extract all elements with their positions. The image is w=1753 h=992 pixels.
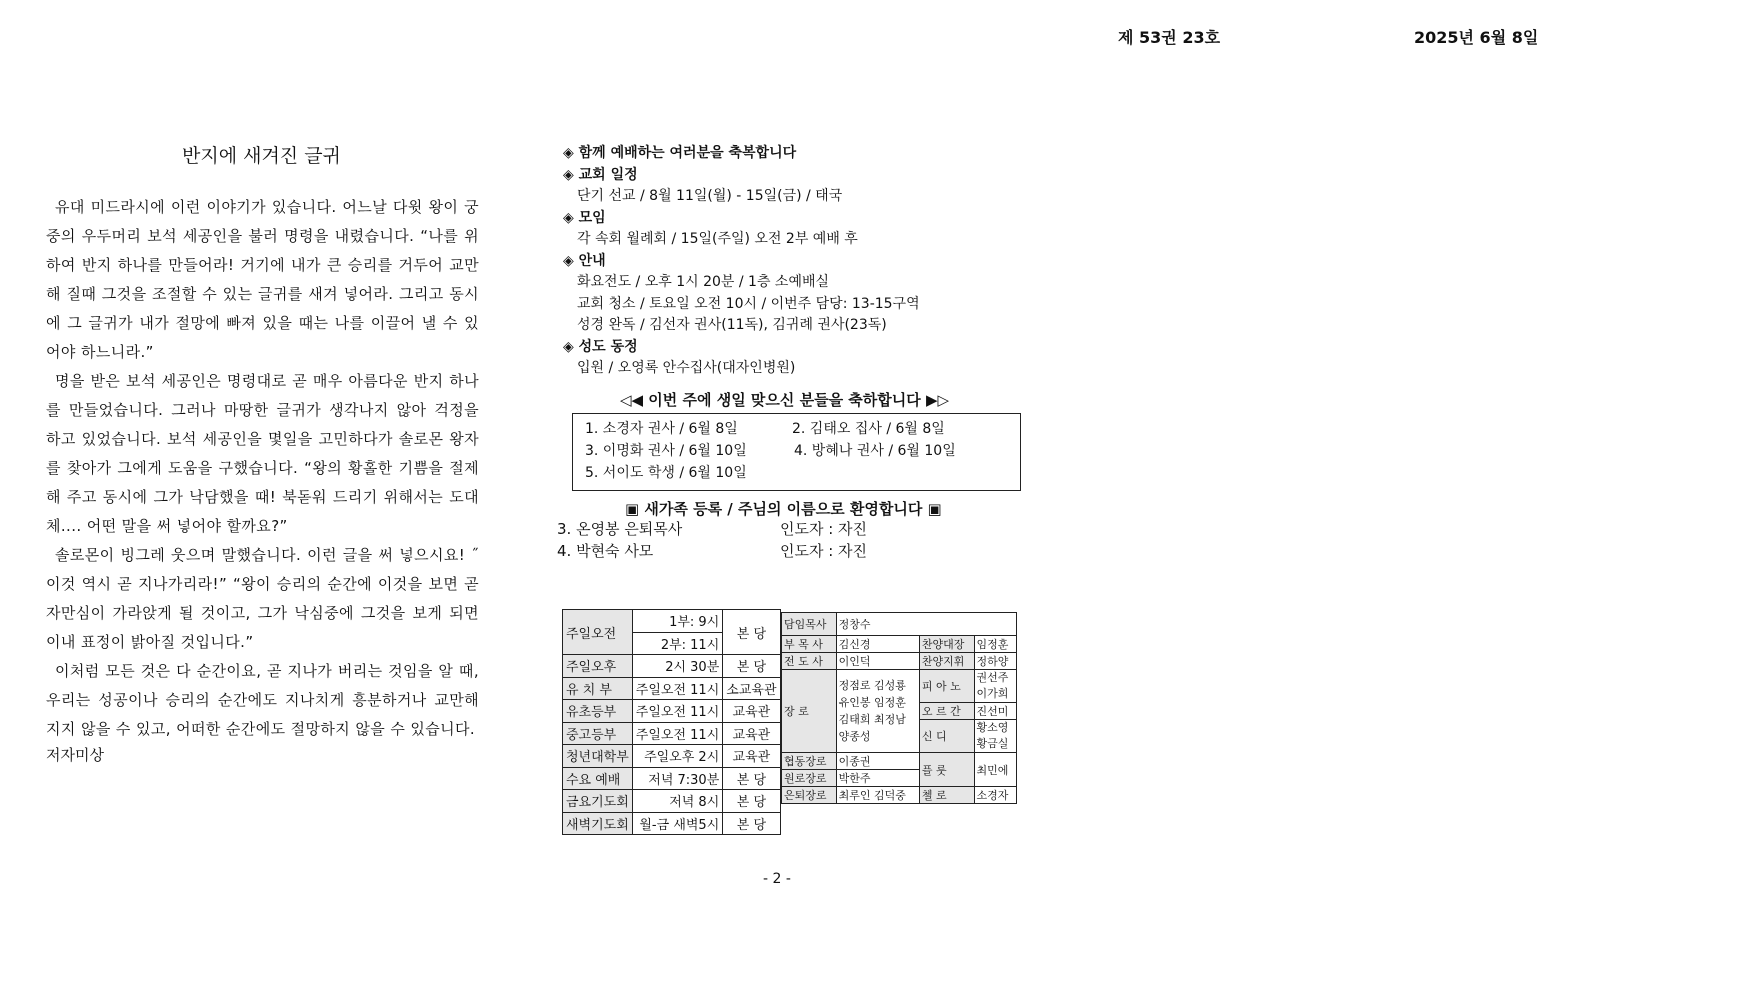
article-title: 반지에 새겨진 글귀 xyxy=(182,145,341,167)
newfamily-name: 3. 온영봉 은퇴목사 xyxy=(557,520,683,538)
staff-name: 최민에 xyxy=(974,753,1017,787)
schedule-label: 주일오전 xyxy=(563,610,633,655)
staff-name: 소경자 xyxy=(974,787,1017,804)
staff-role: 오 르 간 xyxy=(919,703,974,720)
notice-item: 교회 청소 / 토요일 오전 10시 / 이번주 담당: 13-15구역 xyxy=(577,295,920,312)
staff-role: 원로장로 xyxy=(782,770,837,787)
staff-role: 첼 로 xyxy=(919,787,974,804)
welcome-heading: ◈ 함께 예배하는 여러분을 축복합니다 xyxy=(563,145,797,161)
schedule-time: 1부: 9시 xyxy=(632,610,722,633)
schedule-time: 주일오전 11시 xyxy=(632,722,722,745)
birthday-entry: 2. 김태오 집사 / 6월 8일 xyxy=(792,421,945,437)
article-paragraph: 이처럼 모든 것은 다 순간이요, 곧 지나가 버리는 것임을 알 때, 우리는 성공이나 승리의 순간에도 지나치게 흥분하거나 교만해지지 않을 수 있고, 어떠한 순간에도 절망하지 않을 수 있습니다. xyxy=(46,662,479,738)
schedule-place: 교육관 xyxy=(723,745,780,768)
schedule-place: 본 당 xyxy=(723,812,780,835)
saints-item: 입원 / 오영록 안수집사(대자인병원) xyxy=(577,360,796,376)
article-paragraph: 명을 받은 보석 세공인은 명령대로 곧 매우 아름다운 반지 하나를 만들었습니다. 그러나 마땅한 글귀가 생각나지 않아 걱정을 하고 있었습니다. 보석 세공인을 몇일을 고민하다가 솔로몬 왕자를 찾아가 그에게 도움을 구했습니다. “왕의 황홀한 기쁨을 절제해 주고 동시에 그가 낙담했을 때! 북돋워 드리기 위해서는 도대체.... 어떤 말을 써 넣어야 할까요?” xyxy=(46,372,479,535)
staff-name: 김태희 최정남 xyxy=(838,713,906,726)
birthday-box xyxy=(572,413,1021,491)
staff-name: 정하양 xyxy=(974,653,1017,670)
birthday-entry: 5. 서이도 학생 / 6월 10일 xyxy=(585,465,747,481)
staff-name: 권선주 xyxy=(976,671,1009,684)
staff-role: 담임목사 xyxy=(782,613,837,636)
meeting-item: 각 속회 월례회 / 15일(주일) 오전 2부 예배 후 xyxy=(577,231,858,247)
staff-name: 정창수 xyxy=(836,613,1016,636)
notice-item: 화요전도 / 오후 1시 20분 / 1층 소예배실 xyxy=(577,274,830,290)
staff-role: 찬양대장 xyxy=(919,636,974,653)
schedule-time: 월-금 새벽5시 xyxy=(632,812,722,835)
staff-name: 진선미 xyxy=(974,703,1017,720)
schedule-time: 저녁 8시 xyxy=(632,790,722,813)
staff-role: 은퇴장로 xyxy=(782,787,837,804)
announcements xyxy=(563,143,1063,380)
article-body xyxy=(46,193,479,744)
schedule-place: 교육관 xyxy=(723,700,780,723)
staff-role: 전 도 사 xyxy=(782,653,837,670)
schedule-label: 유초등부 xyxy=(563,700,633,723)
birthday-banner: ◁◀ 이번 주에 생일 맞으신 분들을 축하합니다 ▶▷ xyxy=(620,391,950,409)
schedule-place: 본 당 xyxy=(723,767,780,790)
schedule-place: 소교육관 xyxy=(723,677,780,700)
schedule-time: 2시 30분 xyxy=(632,655,722,678)
newfamily-guide: 인도자 : 자진 xyxy=(780,542,868,560)
schedule-label: 주일오후 xyxy=(563,655,633,678)
schedule-heading: ◈ 교회 일정 xyxy=(563,166,638,183)
staff-role: 찬양지휘 xyxy=(919,653,974,670)
issue-date: 2025년 6월 8일 xyxy=(1414,28,1539,47)
staff-role: 부 목 사 xyxy=(782,636,837,653)
article-paragraph: 솔로몬이 빙그레 웃으며 말했습니다. 이런 글을 써 넣으시요! ˝이것 역시 곧 지나가리라!” “왕이 승리의 순간에 이것을 보면 곧 자만심이 가라앉게 될 것이고, 그가 낙심중에 그것을 보게 되면 이내 표정이 밝아질 것입니다.” xyxy=(46,546,479,651)
schedule-time: 2부: 11시 xyxy=(632,632,722,655)
staff-name: 양종성 xyxy=(838,730,871,743)
notice-item: 성경 완독 / 김선자 권사(11독), 김귀례 권사(23독) xyxy=(577,317,887,333)
newfamily-name: 4. 박현숙 사모 xyxy=(557,542,654,560)
staff-role: 장 로 xyxy=(782,670,837,753)
staff-name: 정점로 김성룡 xyxy=(838,679,906,692)
schedule-label: 청년대학부 xyxy=(563,745,633,768)
staff-name: 황금실 xyxy=(976,737,1009,750)
newfamily-banner: ▣ 새가족 등록 / 주님의 이름으로 환영합니다 ▣ xyxy=(625,500,942,518)
schedule-place: 본 당 xyxy=(723,655,780,678)
page-number: - 2 - xyxy=(763,871,791,887)
staff-name: 김신경 xyxy=(836,636,919,653)
staff-role: 협동장로 xyxy=(782,753,837,770)
piano-list xyxy=(974,670,1017,703)
elders-list xyxy=(836,670,919,753)
schedule-label: 새벽기도회 xyxy=(563,812,633,835)
schedule-label: 금요기도회 xyxy=(563,790,633,813)
meeting-heading: ◈ 모임 xyxy=(563,209,606,226)
staff-name: 유인봉 임정훈 xyxy=(838,696,906,709)
schedule-label: 수요 예배 xyxy=(563,767,633,790)
staff-name: 박한주 xyxy=(836,770,919,787)
newfamily-guide: 인도자 : 자진 xyxy=(780,520,868,538)
schedule-time: 주일오전 11시 xyxy=(632,700,722,723)
staff-name: 이인덕 xyxy=(836,653,919,670)
staff-name: 황소영 xyxy=(976,721,1009,734)
birthday-entry: 3. 이명화 권사 / 6월 10일 xyxy=(585,443,747,459)
worship-schedule-table xyxy=(562,609,781,835)
staff-role: 플 룻 xyxy=(919,753,974,787)
birthday-entry: 1. 소경자 권사 / 6월 8일 xyxy=(585,421,738,437)
birthday-entry: 4. 방혜나 권사 / 6월 10일 xyxy=(794,443,956,459)
schedule-place: 본 당 xyxy=(723,610,780,655)
staff-name: 이가희 xyxy=(976,687,1009,700)
schedule-place: 교육관 xyxy=(723,722,780,745)
staff-role: 피 아 노 xyxy=(919,670,974,703)
article-author: 저자미상 xyxy=(46,746,104,764)
notice-heading: ◈ 안내 xyxy=(563,252,606,269)
schedule-time: 주일오전 11시 xyxy=(632,677,722,700)
staff-table xyxy=(781,612,1017,804)
schedule-place: 본 당 xyxy=(723,790,780,813)
staff-name: 최루인 김덕중 xyxy=(836,787,919,804)
saints-heading: ◈ 성도 동정 xyxy=(563,338,638,355)
staff-name: 이종권 xyxy=(836,753,919,770)
staff-name: 임정훈 xyxy=(974,636,1017,653)
synth-list xyxy=(974,720,1017,753)
schedule-time: 주일오후 2시 xyxy=(632,745,722,768)
staff-role: 신 디 xyxy=(919,720,974,753)
volume-number: 제 53권 23호 xyxy=(1118,28,1221,47)
article-paragraph: 유대 미드라시에 이런 이야기가 있습니다. 어느날 다윗 왕이 궁중의 우두머리 보석 세공인을 불러 명령을 내렸습니다. “나를 위하여 반지 하나를 만들어라! 거기에 내가 큰 승리를 거두어 교만해 질때 그것을 조절할 수 있는 글귀를 새겨 넣어라. 그리고 동시에 그 글귀가 내가 절망에 빠져 있을 때는 나를 이끌어 낼 수 있어야 하느니라.” xyxy=(46,198,479,361)
schedule-label: 중고등부 xyxy=(563,722,633,745)
schedule-time: 저녁 7:30분 xyxy=(632,767,722,790)
schedule-label: 유 치 부 xyxy=(563,677,633,700)
schedule-item: 단기 선교 / 8월 11일(월) - 15일(금) / 태국 xyxy=(577,188,843,204)
